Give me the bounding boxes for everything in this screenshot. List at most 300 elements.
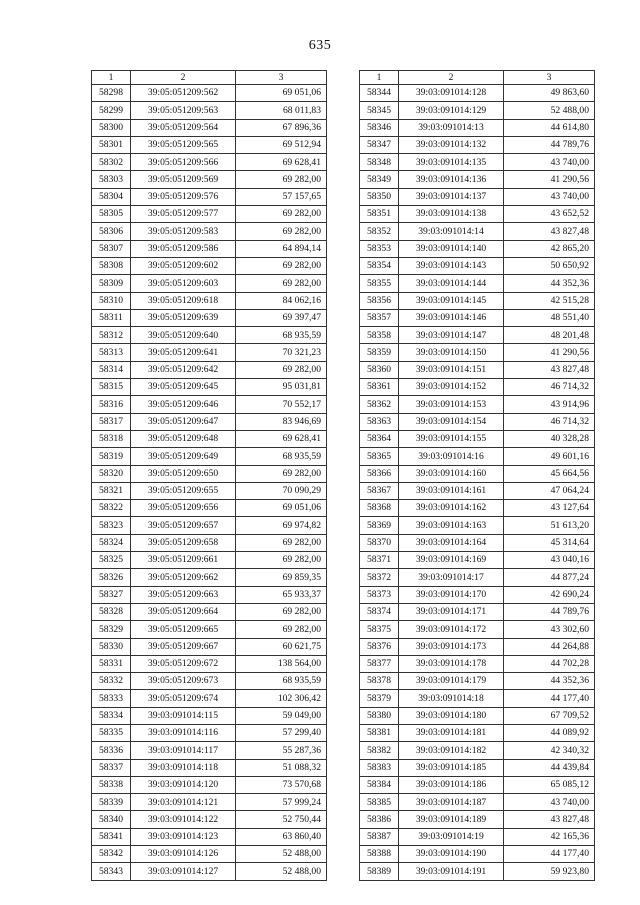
table-row — [92, 240, 327, 257]
row-number: 58334 — [92, 707, 131, 724]
row-number: 58333 — [92, 690, 131, 707]
cadastral-number: 39:03:091014:129 — [399, 102, 504, 119]
row-number: 58316 — [92, 396, 131, 413]
table-row — [360, 171, 595, 188]
cadastral-value: 59 923,80 — [504, 863, 595, 880]
cadastral-value: 51 613,20 — [504, 517, 595, 534]
table-row — [92, 863, 327, 880]
table-row — [92, 759, 327, 776]
cadastral-value: 63 860,40 — [236, 828, 327, 845]
cadastral-value: 52 488,00 — [504, 102, 595, 119]
row-number: 58327 — [92, 586, 131, 603]
cadastral-value: 44 264,88 — [504, 638, 595, 655]
row-number: 58352 — [360, 223, 399, 240]
cadastral-value: 43 827,48 — [504, 811, 595, 828]
row-number: 58342 — [92, 846, 131, 863]
table-row — [360, 552, 595, 569]
cadastral-value: 69 512,94 — [236, 136, 327, 153]
table-row — [360, 534, 595, 551]
row-number: 58369 — [360, 517, 399, 534]
row-number: 58310 — [92, 292, 131, 309]
row-number: 58361 — [360, 379, 399, 396]
cadastral-value: 68 935,59 — [236, 448, 327, 465]
column-header: 2 — [399, 71, 504, 85]
cadastral-value: 45 314,64 — [504, 534, 595, 551]
table-row — [92, 102, 327, 119]
row-number: 58357 — [360, 309, 399, 326]
cadastral-number: 39:05:051209:665 — [131, 621, 236, 638]
table-row — [360, 586, 595, 603]
table-row — [360, 828, 595, 845]
column-header: 3 — [504, 71, 595, 85]
cadastral-value: 44 352,36 — [504, 673, 595, 690]
row-number: 58302 — [92, 154, 131, 171]
cadastral-number: 39:05:051209:569 — [131, 171, 236, 188]
cadastral-value: 43 827,48 — [504, 361, 595, 378]
cadastral-value: 43 914,96 — [504, 396, 595, 413]
cadastral-number: 39:03:091014:147 — [399, 327, 504, 344]
row-number: 58349 — [360, 171, 399, 188]
cadastral-number: 39:03:091014:136 — [399, 171, 504, 188]
cadastral-value: 43 827,48 — [504, 223, 595, 240]
cadastral-value: 69 282,00 — [236, 275, 327, 292]
cadastral-value: 44 352,36 — [504, 275, 595, 292]
table-row — [360, 430, 595, 447]
table-row — [360, 154, 595, 171]
cadastral-number: 39:03:091014:146 — [399, 309, 504, 326]
row-number: 58305 — [92, 206, 131, 223]
table-row — [92, 327, 327, 344]
cadastral-number: 39:03:091014:145 — [399, 292, 504, 309]
cadastral-number: 39:03:091014:162 — [399, 500, 504, 517]
cadastral-number: 39:05:051209:576 — [131, 188, 236, 205]
row-number: 58331 — [92, 655, 131, 672]
column-header: 1 — [360, 71, 399, 85]
table-row — [92, 811, 327, 828]
table-row — [360, 223, 595, 240]
table-row — [92, 534, 327, 551]
row-number: 58380 — [360, 707, 399, 724]
table-row — [92, 621, 327, 638]
table-row — [92, 690, 327, 707]
cadastral-value: 43 740,00 — [504, 794, 595, 811]
cadastral-number: 39:05:051209:642 — [131, 361, 236, 378]
row-number: 58355 — [360, 275, 399, 292]
cadastral-value: 43 040,16 — [504, 552, 595, 569]
row-number: 58322 — [92, 500, 131, 517]
row-number: 58298 — [92, 85, 131, 102]
cadastral-number: 39:05:051209:618 — [131, 292, 236, 309]
cadastral-value: 70 090,29 — [236, 482, 327, 499]
table-row — [360, 759, 595, 776]
row-number: 58344 — [360, 85, 399, 102]
cadastral-number: 39:03:091014:170 — [399, 586, 504, 603]
cadastral-value: 59 049,00 — [236, 707, 327, 724]
row-number: 58376 — [360, 638, 399, 655]
cadastral-value: 69 282,00 — [236, 534, 327, 551]
cadastral-number: 39:05:051209:647 — [131, 413, 236, 430]
row-number: 58363 — [360, 413, 399, 430]
cadastral-value: 69 282,00 — [236, 465, 327, 482]
row-number: 58386 — [360, 811, 399, 828]
row-number: 58326 — [92, 569, 131, 586]
cadastral-number: 39:05:051209:641 — [131, 344, 236, 361]
row-number: 58389 — [360, 863, 399, 880]
cadastral-number: 39:03:091014:13 — [399, 119, 504, 136]
cadastral-value: 83 946,69 — [236, 413, 327, 430]
row-number: 58360 — [360, 361, 399, 378]
cadastral-value: 69 282,00 — [236, 621, 327, 638]
cadastral-number: 39:03:091014:116 — [131, 724, 236, 741]
cadastral-value: 70 552,17 — [236, 396, 327, 413]
row-number: 58367 — [360, 482, 399, 499]
cadastral-value: 42 515,28 — [504, 292, 595, 309]
cadastral-value: 67 709,52 — [504, 707, 595, 724]
cadastral-value: 52 488,00 — [236, 863, 327, 880]
cadastral-value: 51 088,32 — [236, 759, 327, 776]
row-number: 58319 — [92, 448, 131, 465]
row-number: 58359 — [360, 344, 399, 361]
table-row — [360, 690, 595, 707]
cadastral-number: 39:05:051209:639 — [131, 309, 236, 326]
row-number: 58379 — [360, 690, 399, 707]
cadastral-number: 39:05:051209:564 — [131, 119, 236, 136]
column-header: 1 — [92, 71, 131, 85]
register-table-right — [359, 70, 595, 881]
table-row — [92, 673, 327, 690]
cadastral-number: 39:03:091014:14 — [399, 223, 504, 240]
table-row — [92, 500, 327, 517]
cadastral-number: 39:05:051209:648 — [131, 430, 236, 447]
table-row — [360, 257, 595, 274]
cadastral-number: 39:03:091014:189 — [399, 811, 504, 828]
table-row — [360, 500, 595, 517]
table-row — [92, 846, 327, 863]
row-number: 58378 — [360, 673, 399, 690]
row-number: 58373 — [360, 586, 399, 603]
cadastral-value: 43 127,64 — [504, 500, 595, 517]
cadastral-number: 39:03:091014:171 — [399, 603, 504, 620]
row-number: 58366 — [360, 465, 399, 482]
row-number: 58374 — [360, 603, 399, 620]
table-row — [360, 327, 595, 344]
table-row — [92, 379, 327, 396]
cadastral-value: 44 789,76 — [504, 136, 595, 153]
cadastral-value: 69 282,00 — [236, 361, 327, 378]
row-number: 58358 — [360, 327, 399, 344]
table-row — [92, 206, 327, 223]
cadastral-number: 39:05:051209:566 — [131, 154, 236, 171]
cadastral-value: 57 157,65 — [236, 188, 327, 205]
cadastral-number: 39:03:091014:152 — [399, 379, 504, 396]
table-row — [360, 724, 595, 741]
table-row — [360, 361, 595, 378]
cadastral-number: 39:03:091014:138 — [399, 206, 504, 223]
table-row — [92, 586, 327, 603]
cadastral-number: 39:03:091014:185 — [399, 759, 504, 776]
table-row — [360, 811, 595, 828]
cadastral-number: 39:05:051209:562 — [131, 85, 236, 102]
table-row — [360, 846, 595, 863]
row-number: 58323 — [92, 517, 131, 534]
cadastral-number: 39:03:091014:137 — [399, 188, 504, 205]
table-row — [360, 413, 595, 430]
table-row — [360, 655, 595, 672]
table-row — [360, 396, 595, 413]
table-row — [360, 102, 595, 119]
row-number: 58315 — [92, 379, 131, 396]
cadastral-number: 39:05:051209:673 — [131, 673, 236, 690]
cadastral-number: 39:03:091014:154 — [399, 413, 504, 430]
cadastral-number: 39:03:091014:117 — [131, 742, 236, 759]
row-number: 58384 — [360, 776, 399, 793]
cadastral-value: 69 282,00 — [236, 171, 327, 188]
cadastral-number: 39:03:091014:161 — [399, 482, 504, 499]
table-row — [92, 776, 327, 793]
row-number: 58377 — [360, 655, 399, 672]
cadastral-value: 50 650,92 — [504, 257, 595, 274]
row-number: 58375 — [360, 621, 399, 638]
table-row — [92, 828, 327, 845]
row-number: 58351 — [360, 206, 399, 223]
table-row — [360, 344, 595, 361]
cadastral-number: 39:03:091014:186 — [399, 776, 504, 793]
row-number: 58354 — [360, 257, 399, 274]
cadastral-number: 39:03:091014:169 — [399, 552, 504, 569]
cadastral-value: 42 865,20 — [504, 240, 595, 257]
row-number: 58308 — [92, 257, 131, 274]
table-row — [92, 292, 327, 309]
table-row — [360, 673, 595, 690]
cadastral-number: 39:05:051209:563 — [131, 102, 236, 119]
table-row — [92, 188, 327, 205]
cadastral-value: 65 933,37 — [236, 586, 327, 603]
cadastral-value: 65 085,12 — [504, 776, 595, 793]
row-number: 58350 — [360, 188, 399, 205]
cadastral-number: 39:05:051209:667 — [131, 638, 236, 655]
table-row — [92, 171, 327, 188]
row-number: 58332 — [92, 673, 131, 690]
row-number: 58385 — [360, 794, 399, 811]
cadastral-number: 39:03:091014:135 — [399, 154, 504, 171]
row-number: 58335 — [92, 724, 131, 741]
table-row — [92, 569, 327, 586]
cadastral-value: 52 488,00 — [236, 846, 327, 863]
cadastral-value: 69 397,47 — [236, 309, 327, 326]
table-row — [360, 707, 595, 724]
row-number: 58381 — [360, 724, 399, 741]
cadastral-number: 39:05:051209:674 — [131, 690, 236, 707]
cadastral-value: 84 062,16 — [236, 292, 327, 309]
cadastral-number: 39:03:091014:127 — [131, 863, 236, 880]
cadastral-value: 60 621,75 — [236, 638, 327, 655]
cadastral-value: 41 290,56 — [504, 171, 595, 188]
cadastral-number: 39:05:051209:645 — [131, 379, 236, 396]
table-row — [360, 448, 595, 465]
cadastral-number: 39:03:091014:191 — [399, 863, 504, 880]
page-number: 635 — [308, 38, 332, 53]
cadastral-value: 48 201,48 — [504, 327, 595, 344]
cadastral-number: 39:03:091014:123 — [131, 828, 236, 845]
row-number: 58340 — [92, 811, 131, 828]
cadastral-number: 39:03:091014:163 — [399, 517, 504, 534]
column-header: 2 — [131, 71, 236, 85]
cadastral-value: 48 551,40 — [504, 309, 595, 326]
cadastral-number: 39:05:051209:640 — [131, 327, 236, 344]
row-number: 58343 — [92, 863, 131, 880]
table-row — [92, 448, 327, 465]
row-number: 58387 — [360, 828, 399, 845]
row-number: 58320 — [92, 465, 131, 482]
cadastral-number: 39:03:091014:160 — [399, 465, 504, 482]
row-number: 58312 — [92, 327, 131, 344]
cadastral-value: 46 714,32 — [504, 379, 595, 396]
column-header: 3 — [236, 71, 327, 85]
cadastral-value: 69 859,35 — [236, 569, 327, 586]
cadastral-value: 42 690,24 — [504, 586, 595, 603]
cadastral-number: 39:03:091014:144 — [399, 275, 504, 292]
cadastral-value: 49 601,16 — [504, 448, 595, 465]
row-number: 58330 — [92, 638, 131, 655]
row-number: 58348 — [360, 154, 399, 171]
table-row — [360, 742, 595, 759]
row-number: 58341 — [92, 828, 131, 845]
table-row — [92, 344, 327, 361]
cadastral-number: 39:03:091014:121 — [131, 794, 236, 811]
cadastral-value: 95 031,81 — [236, 379, 327, 396]
row-number: 58372 — [360, 569, 399, 586]
row-number: 58300 — [92, 119, 131, 136]
cadastral-number: 39:03:091014:190 — [399, 846, 504, 863]
cadastral-number: 39:03:091014:187 — [399, 794, 504, 811]
cadastral-value: 44 789,76 — [504, 603, 595, 620]
cadastral-number: 39:05:051209:655 — [131, 482, 236, 499]
table-row — [360, 465, 595, 482]
table-row — [92, 517, 327, 534]
table-header-row — [360, 71, 595, 85]
cadastral-number: 39:03:091014:140 — [399, 240, 504, 257]
cadastral-value: 40 328,28 — [504, 430, 595, 447]
cadastral-number: 39:03:091014:181 — [399, 724, 504, 741]
cadastral-value: 44 439,84 — [504, 759, 595, 776]
table-row — [360, 275, 595, 292]
table-row — [360, 482, 595, 499]
cadastral-number: 39:05:051209:646 — [131, 396, 236, 413]
cadastral-number: 39:05:051209:650 — [131, 465, 236, 482]
table-row — [92, 742, 327, 759]
cadastral-number: 39:05:051209:661 — [131, 552, 236, 569]
table-row — [360, 517, 595, 534]
cadastral-value: 69 282,00 — [236, 552, 327, 569]
cadastral-value: 73 570,68 — [236, 776, 327, 793]
cadastral-value: 68 935,59 — [236, 327, 327, 344]
cadastral-number: 39:03:091014:19 — [399, 828, 504, 845]
cadastral-number: 39:03:091014:151 — [399, 361, 504, 378]
row-number: 58365 — [360, 448, 399, 465]
table-row — [92, 309, 327, 326]
table-row — [360, 638, 595, 655]
cadastral-number: 39:03:091014:179 — [399, 673, 504, 690]
cadastral-number: 39:05:051209:657 — [131, 517, 236, 534]
table-header-row — [92, 71, 327, 85]
row-number: 58339 — [92, 794, 131, 811]
cadastral-value: 55 287,36 — [236, 742, 327, 759]
row-number: 58301 — [92, 136, 131, 153]
cadastral-number: 39:05:051209:583 — [131, 223, 236, 240]
cadastral-number: 39:05:051209:603 — [131, 275, 236, 292]
table-row — [92, 275, 327, 292]
cadastral-number: 39:03:091014:16 — [399, 448, 504, 465]
table-row — [360, 569, 595, 586]
cadastral-number: 39:03:091014:180 — [399, 707, 504, 724]
row-number: 58388 — [360, 846, 399, 863]
table-row — [360, 240, 595, 257]
row-number: 58356 — [360, 292, 399, 309]
cadastral-number: 39:03:091014:18 — [399, 690, 504, 707]
cadastral-number: 39:05:051209:649 — [131, 448, 236, 465]
cadastral-value: 43 652,52 — [504, 206, 595, 223]
row-number: 58345 — [360, 102, 399, 119]
row-number: 58313 — [92, 344, 131, 361]
cadastral-value: 44 877,24 — [504, 569, 595, 586]
cadastral-value: 57 999,24 — [236, 794, 327, 811]
table-row — [360, 776, 595, 793]
row-number: 58304 — [92, 188, 131, 205]
cadastral-value: 69 628,41 — [236, 154, 327, 171]
table-row — [360, 136, 595, 153]
cadastral-number: 39:03:091014:128 — [399, 85, 504, 102]
table-row — [92, 794, 327, 811]
table-row — [92, 136, 327, 153]
cadastral-number: 39:05:051209:662 — [131, 569, 236, 586]
cadastral-number: 39:05:051209:656 — [131, 500, 236, 517]
cadastral-number: 39:03:091014:178 — [399, 655, 504, 672]
row-number: 58382 — [360, 742, 399, 759]
table-row — [92, 655, 327, 672]
row-number: 58362 — [360, 396, 399, 413]
cadastral-value: 67 896,36 — [236, 119, 327, 136]
cadastral-value: 102 306,42 — [236, 690, 327, 707]
cadastral-value: 138 564,00 — [236, 655, 327, 672]
cadastral-value: 42 340,32 — [504, 742, 595, 759]
register-table-left — [91, 70, 327, 881]
cadastral-number: 39:03:091014:182 — [399, 742, 504, 759]
cadastral-number: 39:03:091014:143 — [399, 257, 504, 274]
cadastral-number: 39:05:051209:664 — [131, 603, 236, 620]
table-row — [92, 430, 327, 447]
row-number: 58325 — [92, 552, 131, 569]
cadastral-value: 68 935,59 — [236, 673, 327, 690]
row-number: 58303 — [92, 171, 131, 188]
table-row — [360, 309, 595, 326]
cadastral-number: 39:03:091014:126 — [131, 846, 236, 863]
cadastral-number: 39:03:091014:132 — [399, 136, 504, 153]
row-number: 58324 — [92, 534, 131, 551]
cadastral-value: 44 177,40 — [504, 846, 595, 863]
row-number: 58307 — [92, 240, 131, 257]
cadastral-value: 45 664,56 — [504, 465, 595, 482]
table-row — [360, 794, 595, 811]
cadastral-value: 69 282,00 — [236, 603, 327, 620]
table-row — [92, 223, 327, 240]
row-number: 58383 — [360, 759, 399, 776]
cadastral-value: 44 177,40 — [504, 690, 595, 707]
cadastral-value: 64 894,14 — [236, 240, 327, 257]
cadastral-number: 39:03:091014:115 — [131, 707, 236, 724]
row-number: 58364 — [360, 430, 399, 447]
cadastral-value: 43 302,60 — [504, 621, 595, 638]
table-row — [92, 638, 327, 655]
